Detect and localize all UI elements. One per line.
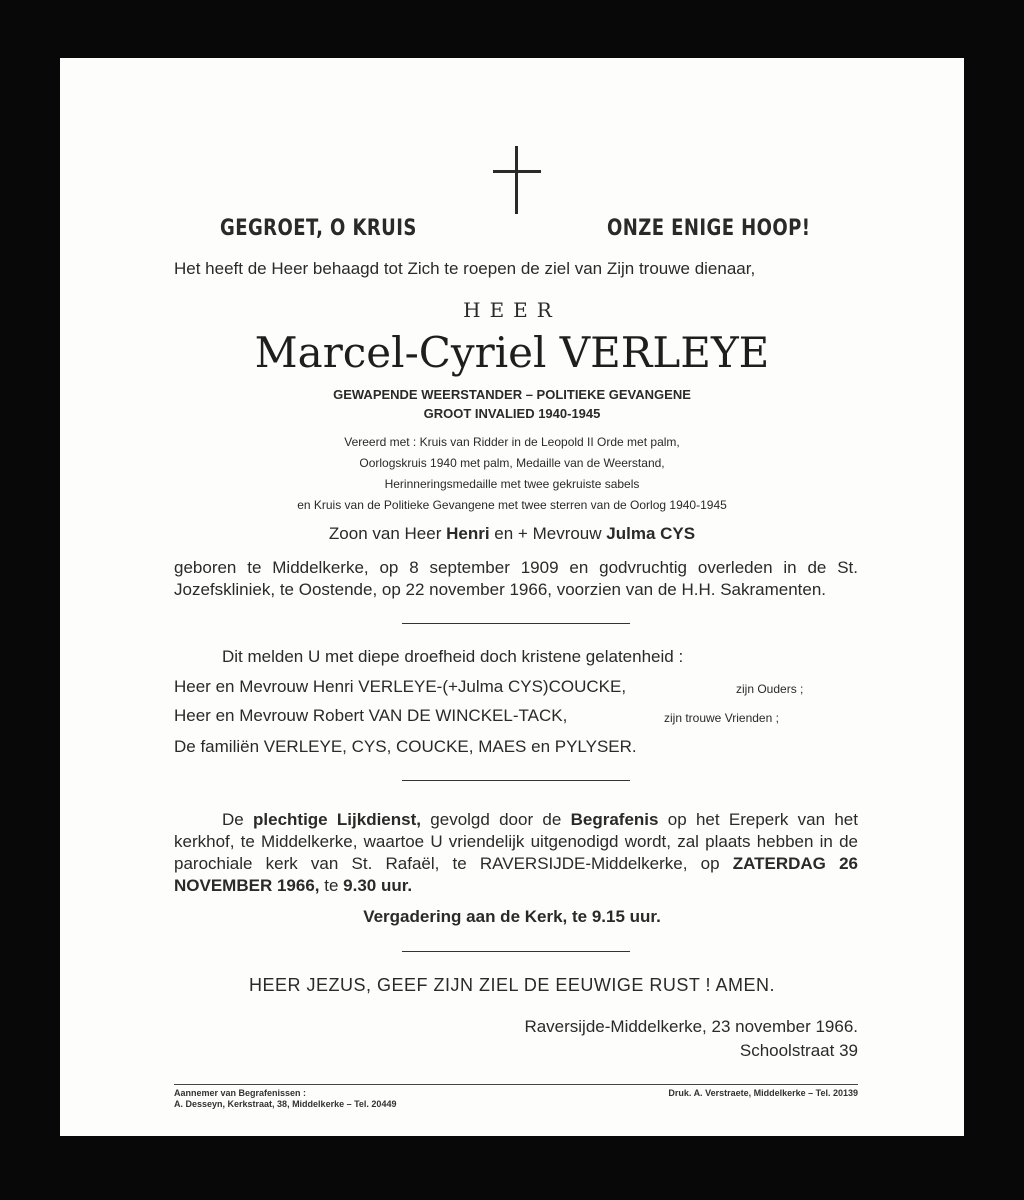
divider — [402, 951, 630, 952]
parents-middle: en + Mevrouw — [494, 524, 602, 543]
funeral-t4: te — [324, 876, 339, 895]
footer-rule — [174, 1084, 858, 1085]
funeral-t1: De — [222, 810, 244, 829]
title-line-1: GEWAPENDE WEERSTANDER – POLITIEKE GEVANGENE — [333, 387, 691, 402]
cross-icon — [515, 146, 518, 214]
gathering-line: Vergadering aan de Kerk, te 9.15 uur. — [363, 907, 661, 926]
footer-printer: Druk. A. Verstraete, Middelkerke – Tel. 20139 — [668, 1088, 858, 1098]
divider — [402, 623, 630, 624]
footer-undertaker — [174, 1088, 396, 1110]
motto-left: GEGROET, O KRUIS — [220, 216, 417, 241]
funeral-t3: op het Ereperk van het kerkhof, te Middelkerke, waartoe U vriendelijk uitgenodigd wordt, zal plaats hebben in de parochiale kerk van St. Rafaël, te RAVERSIJDE-Middelkerke, op — [174, 810, 858, 873]
divider — [402, 780, 630, 781]
title-line-2: GROOT INVALIED 1940-1945 — [423, 406, 601, 421]
footer-undertaker-title: Aannemer van Begrafenissen : — [174, 1088, 307, 1098]
funeral-service: plechtige Lijkdienst, — [253, 810, 421, 829]
announcement: Dit melden U met diepe droefheid doch kristene gelatenheid : — [222, 647, 684, 666]
mother-name: Julma CYS — [606, 524, 696, 543]
honorific: HEER — [463, 298, 561, 322]
funeral-date: ZATERDAG 26 NOVEMBER 1966, — [174, 854, 858, 895]
honor-line: en Kruis van de Politieke Gevangene met twee sterren van de Oorlog 1940-1945 — [297, 498, 727, 512]
place-date: Raversijde-Middelkerke, 23 november 1966. — [524, 1017, 858, 1036]
father-name: Henri — [446, 524, 490, 543]
prayer: HEER JEZUS, GEEF ZIJN ZIEL DE EEUWIGE RUST ! AMEN. — [248, 975, 776, 995]
motto-right: ONZE ENIGE HOOP! — [607, 216, 811, 241]
cross-icon-bar — [493, 170, 541, 173]
memorial-card — [60, 58, 964, 1136]
deceased-name: Marcel-Cyriel VERLEYE — [254, 328, 770, 377]
parents-prefix: Zoon van Heer — [328, 524, 442, 543]
address: Schoolstraat 39 — [739, 1041, 858, 1060]
funeral-text — [174, 809, 858, 897]
birth-death-text: geboren te Middelkerke, op 8 september 1909 en godvruchtig overleden in de St. Jozefskliniek, te Oostende, op 22 november 1966, voorzien van de H.H. Sakramenten. — [174, 558, 858, 599]
honor-line: Vereerd met : Kruis van Ridder in de Leopold II Orde met palm, — [344, 435, 680, 449]
honor-line: Herinneringsmedaille met twee gekruiste sabels — [384, 477, 640, 491]
family-relation: zijn trouwe Vrienden ; — [664, 711, 779, 725]
family-names: De familiën VERLEYE, CYS, COUCKE, MAES en PYLYSER. — [174, 737, 637, 756]
family-relation: zijn Ouders ; — [736, 682, 804, 696]
footer-undertaker-address: A. Desseyn, Kerkstraat, 38, Middelkerke – Tel. 20449 — [174, 1099, 397, 1109]
family-names: Heer en Mevrouw Robert VAN DE WINCKEL-TACK, — [174, 706, 568, 725]
funeral-burial: Begrafenis — [570, 810, 659, 829]
family-names: Heer en Mevrouw Henri VERLEYE-(+Julma CYS)COUCKE, — [174, 677, 627, 696]
funeral-t2: gevolgd door de — [430, 810, 562, 829]
intro-text: Het heeft de Heer behaagd tot Zich te roepen de ziel van Zijn trouwe dienaar, — [174, 259, 756, 278]
funeral-time: 9.30 uur. — [343, 876, 413, 895]
honor-line: Oorlogskruis 1940 met palm, Medaille van de Weerstand, — [359, 456, 665, 470]
parents-line — [60, 524, 964, 544]
